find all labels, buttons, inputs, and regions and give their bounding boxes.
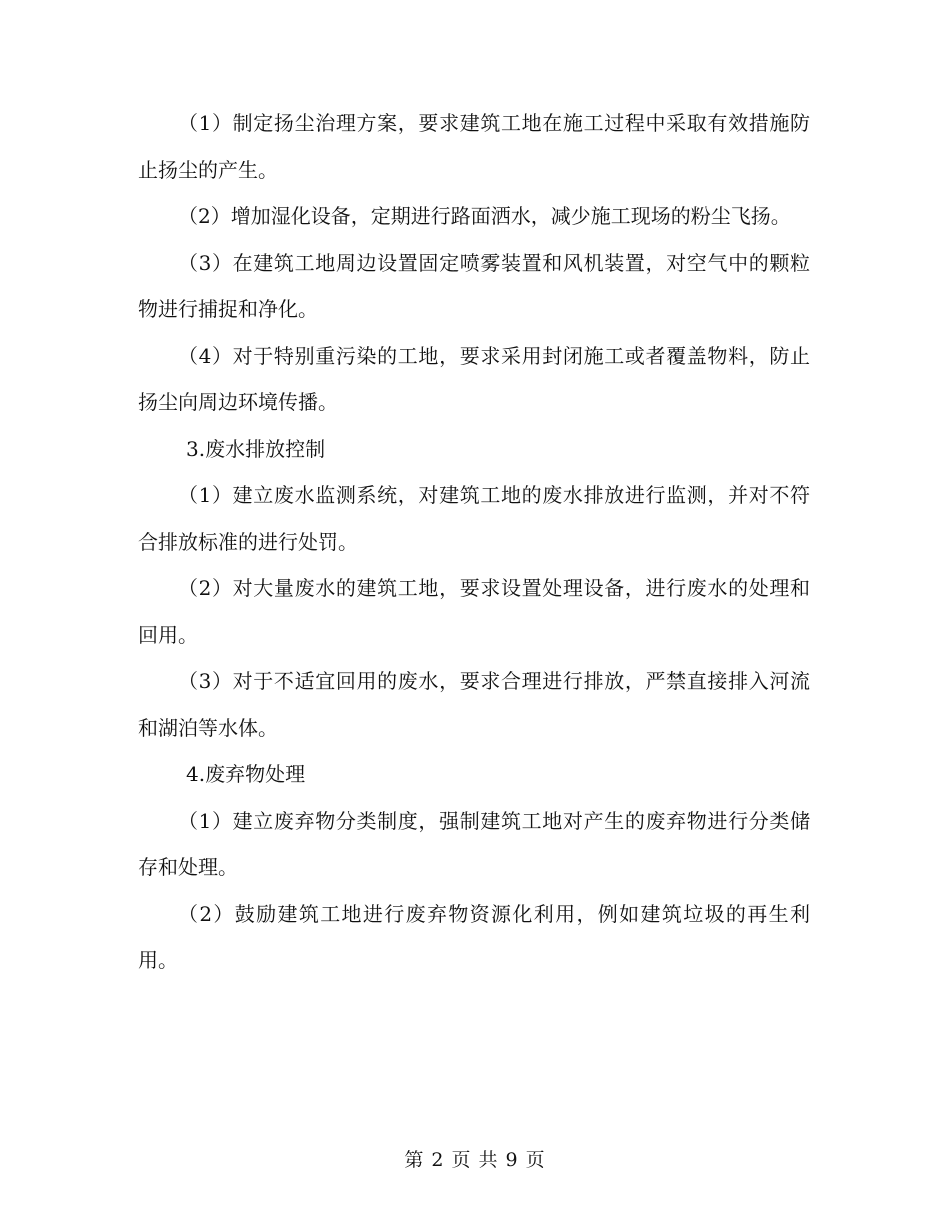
paragraph-wastewater-1: （1）建立废水监测系统，对建筑工地的废水排放进行监测，并对不符合排放标准的进行处罚。 <box>138 483 810 554</box>
paragraph-dust-1: （1）制定扬尘治理方案，要求建筑工地在施工过程中采取有效措施防止扬尘的产生。 <box>138 111 810 182</box>
section-heading-waste: 4.废弃物处理 <box>186 762 306 786</box>
paragraph-waste-2: （2）鼓励建筑工地进行废弃物资源化利用，例如建筑垃圾的再生利用。 <box>138 901 810 972</box>
section-heading-wastewater: 3.废水排放控制 <box>186 436 326 461</box>
paragraph-waste-1: （1）建立废弃物分类制度，强制建筑工地对产生的废弃物进行分类储存和处理。 <box>138 808 810 879</box>
paragraph-dust-3: （3）在建筑工地周边设置固定喷雾装置和风机装置，对空气中的颗粒物进行捕捉和净化。 <box>138 250 810 321</box>
paragraph-dust-2: （2）增加湿化设备，定期进行路面洒水，减少施工现场的粉尘飞扬。 <box>178 204 791 228</box>
paragraph-dust-4: （4）对于特别重污染的工地，要求采用封闭施工或者覆盖物料，防止扬尘向周边环境传播。 <box>138 343 810 414</box>
page-number-footer: 第 2 页 共 9 页 <box>404 1149 546 1171</box>
paragraph-wastewater-2: （2）对大量废水的建筑工地，要求设置处理设备，进行废水的处理和回用。 <box>138 576 810 647</box>
document-body <box>138 100 810 984</box>
paragraph-wastewater-3: （3）对于不适宜回用的废水，要求合理进行排放，严禁直接排入河流和湖泊等水体。 <box>138 669 810 740</box>
